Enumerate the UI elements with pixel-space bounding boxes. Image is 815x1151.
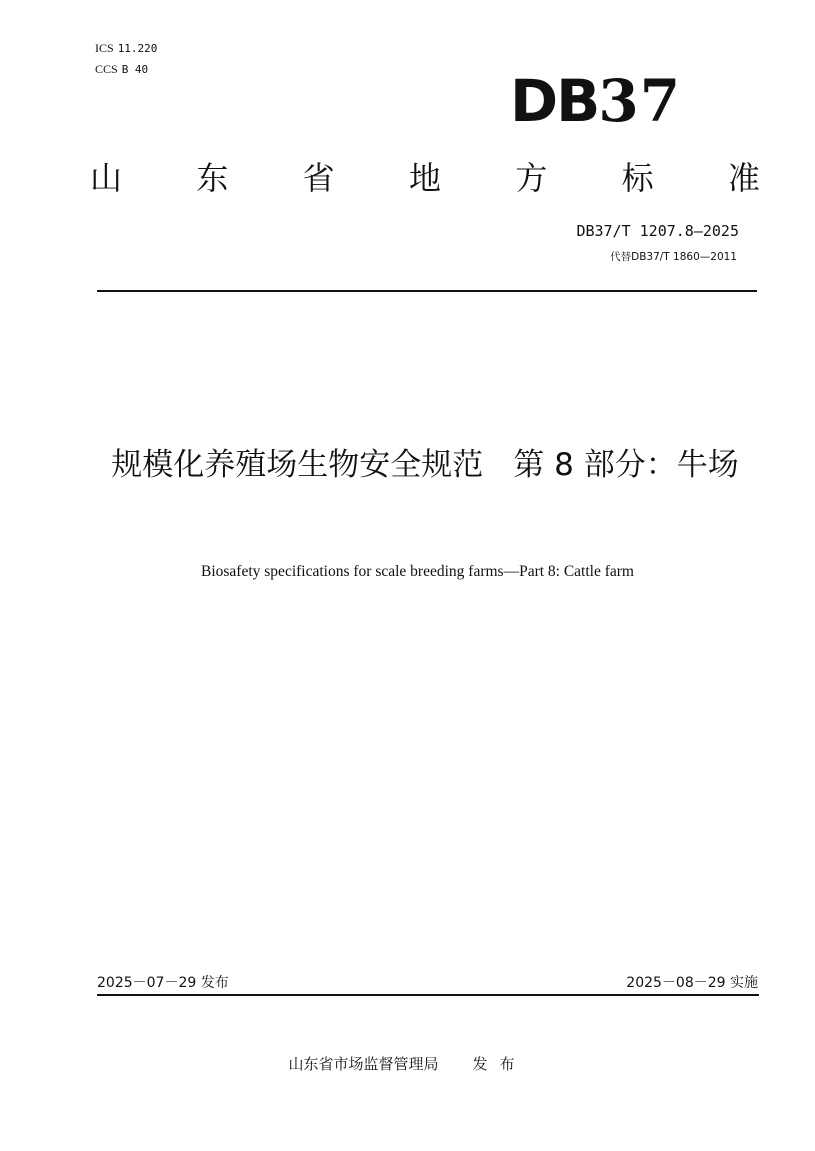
english-title: Biosafety specifications for scale breeding farms—Part 8: Cattle farm xyxy=(201,563,634,580)
logo-number: 37 xyxy=(598,67,682,135)
ics-label: ICS xyxy=(95,41,114,55)
standard-type-char: 山 xyxy=(90,159,123,197)
ccs-classification xyxy=(95,62,148,77)
standard-type xyxy=(90,155,760,201)
title-main: 规模化养殖场生物安全规范 xyxy=(111,447,484,483)
publish-action: 发布 xyxy=(472,1055,527,1073)
db37-logo xyxy=(510,68,710,134)
logo-db: DB xyxy=(510,67,599,135)
ccs-code: B 40 xyxy=(121,63,149,76)
standard-type-char: 省 xyxy=(302,159,335,197)
standard-type-char: 地 xyxy=(408,159,441,197)
standard-type-char: 标 xyxy=(621,159,654,197)
ccs-label: CCS xyxy=(95,62,118,76)
publisher-name: 山东省市场监督管理局 xyxy=(288,1055,439,1073)
ics-classification xyxy=(95,41,157,56)
standard-number: DB37/T 1207.8—2025 xyxy=(576,222,739,240)
chinese-title xyxy=(80,440,770,490)
standard-type-char: 东 xyxy=(196,159,229,197)
footer-divider xyxy=(97,994,759,996)
ics-code: 11.220 xyxy=(117,42,158,55)
standard-type-char: 准 xyxy=(727,159,760,197)
standard-type-char: 方 xyxy=(515,159,548,197)
header-divider xyxy=(97,290,757,292)
publisher-line xyxy=(0,1053,815,1074)
title-part: 第 8 部分：牛场 xyxy=(513,447,739,483)
implementation-date: 2025－08－29 实施 xyxy=(626,975,758,991)
issue-date: 2025－07－29 发布 xyxy=(97,975,229,991)
replaces-standard: 代替DB37/T 1860—2011 xyxy=(610,251,737,263)
